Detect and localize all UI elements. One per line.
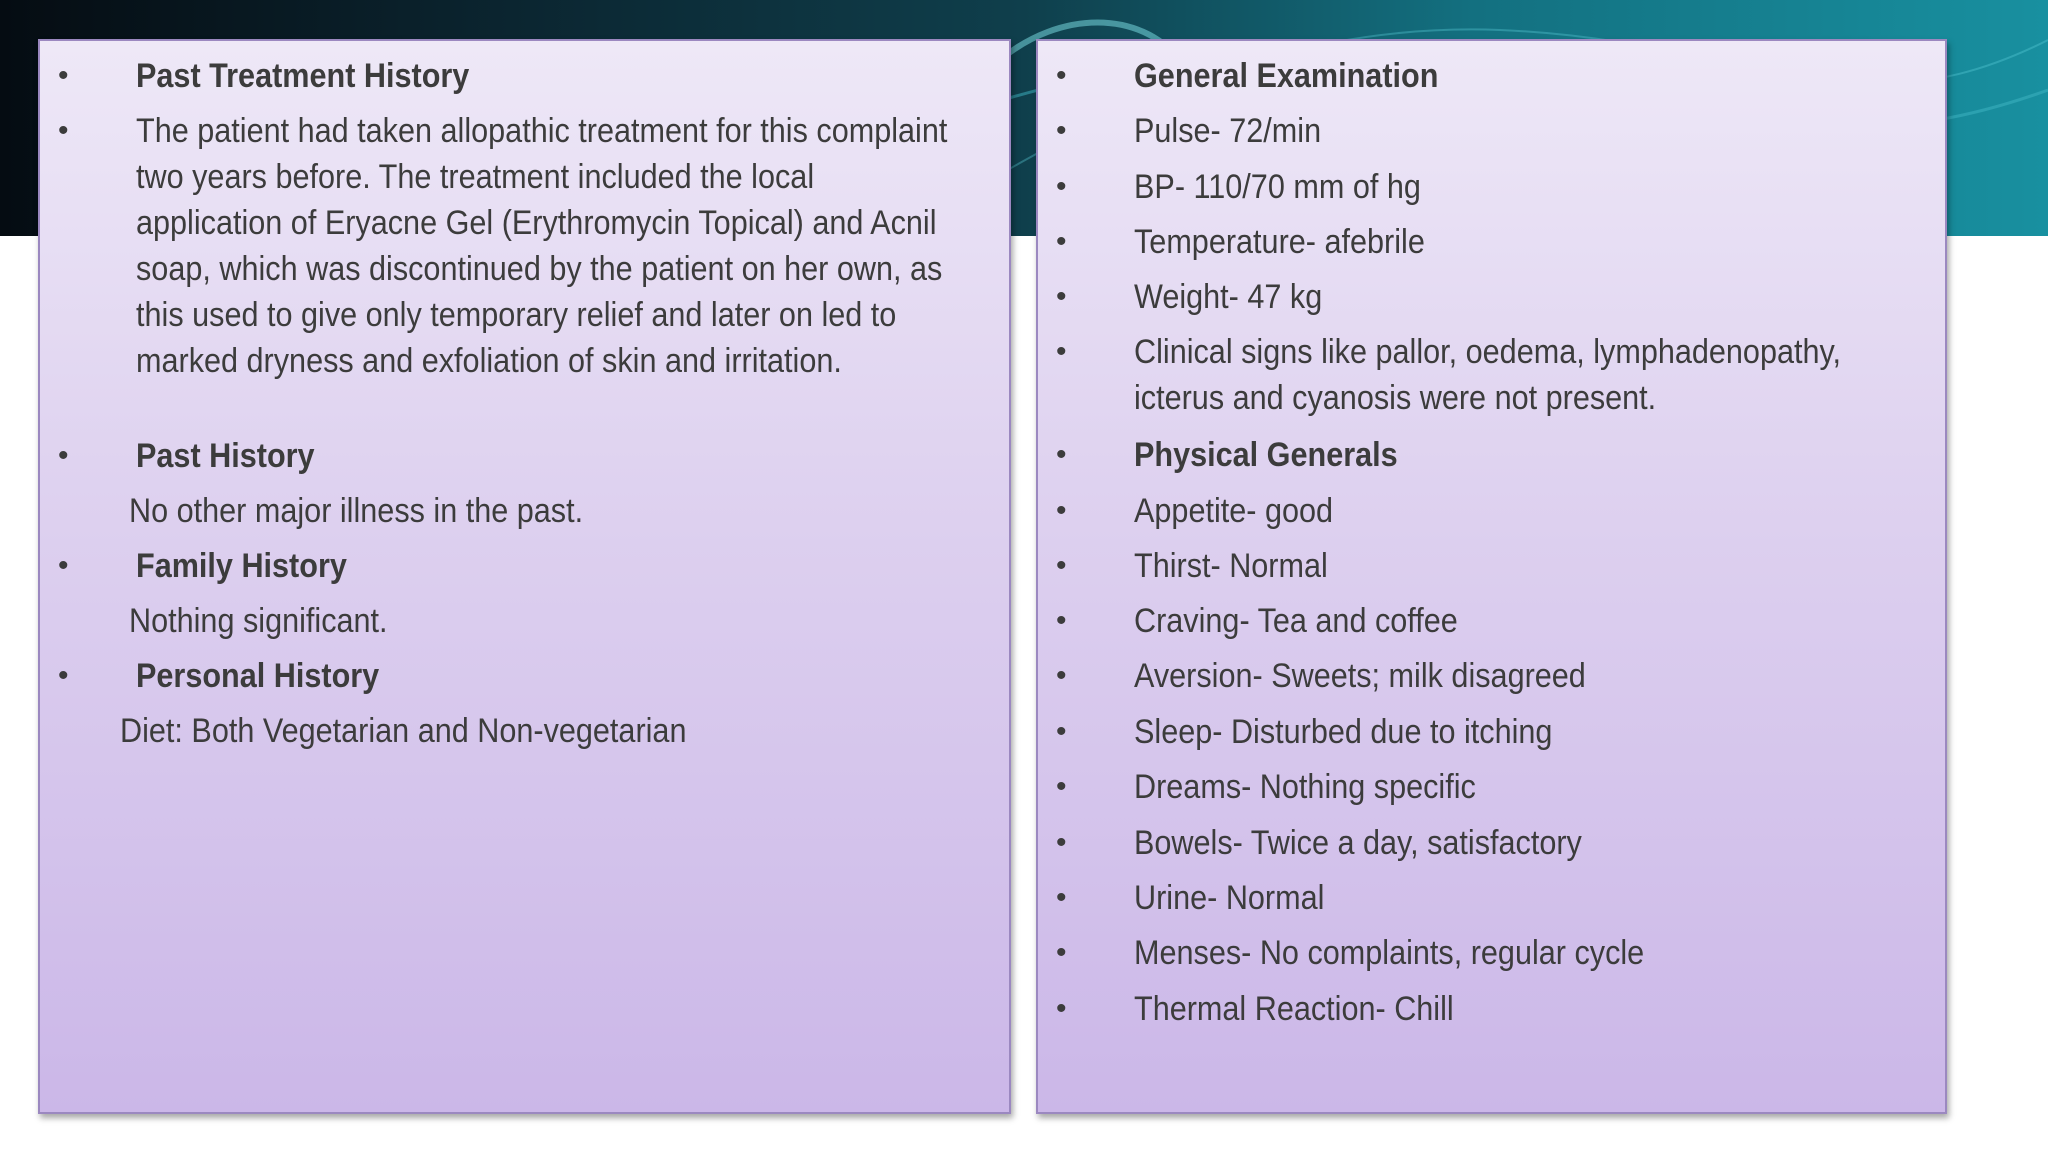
bowels-text: Bowels- Twice a day, satisfactory xyxy=(1134,824,1582,862)
right-content-panel xyxy=(1036,39,1947,1114)
left-content-panel xyxy=(38,39,1011,1114)
weight-text: Weight- 47 kg xyxy=(1134,278,1323,316)
bullet-icon: • xyxy=(1056,438,1067,471)
bullet-icon: • xyxy=(1056,604,1067,637)
personal-history-text: Diet: Both Vegetarian and Non-vegetarian xyxy=(120,712,687,750)
bullet-icon: • xyxy=(58,549,69,582)
aversion-text: Aversion- Sweets; milk disagreed xyxy=(1134,657,1586,695)
bullet-icon: • xyxy=(58,439,69,472)
temperature-text: Temperature- afebrile xyxy=(1134,223,1425,261)
physical-generals-heading: Physical Generals xyxy=(1134,436,1398,474)
personal-history-heading: Personal History xyxy=(136,657,380,695)
past-history-text: No other major illness in the past. xyxy=(129,492,584,530)
bullet-icon: • xyxy=(1056,280,1067,313)
bullet-icon: • xyxy=(1056,659,1067,692)
sleep-text: Sleep- Disturbed due to itching xyxy=(1134,713,1553,751)
thirst-text: Thirst- Normal xyxy=(1134,547,1328,585)
bullet-icon: • xyxy=(58,659,69,692)
general-examination-heading: General Examination xyxy=(1134,57,1439,95)
clinical-signs-text: Clinical signs like pallor, oedema, lymphadenopathy, icterus and cyanosis were not present. xyxy=(1134,333,1842,417)
family-history-heading: Family History xyxy=(136,547,347,585)
past-treatment-text: The patient had taken allopathic treatment for this complaint two years before. The treatment included the local application of Eryacne Gel (Erythromycin Topical) and Acnil soap, which was discontinued by the patient on her own, as this used to give only temporary relief and later on led to marked dryness and exfoliation of skin and irritation. xyxy=(136,112,948,380)
menses-text: Menses- No complaints, regular cycle xyxy=(1134,934,1645,972)
bullet-icon: • xyxy=(58,59,69,92)
bullet-icon: • xyxy=(1056,715,1067,748)
bullet-icon: • xyxy=(1056,881,1067,914)
bullet-icon: • xyxy=(1056,59,1067,92)
bullet-icon: • xyxy=(1056,936,1067,969)
bullet-icon: • xyxy=(1056,114,1067,147)
bullet-icon: • xyxy=(58,114,69,147)
urine-text: Urine- Normal xyxy=(1134,879,1325,917)
dreams-text: Dreams- Nothing specific xyxy=(1134,768,1476,806)
past-history-heading: Past History xyxy=(136,437,315,475)
bullet-icon: • xyxy=(1056,170,1067,203)
craving-text: Craving- Tea and coffee xyxy=(1134,602,1458,640)
bullet-icon: • xyxy=(1056,826,1067,859)
appetite-text: Appetite- good xyxy=(1134,492,1334,530)
thermal-reaction-text: Thermal Reaction- Chill xyxy=(1134,990,1454,1028)
bullet-icon: • xyxy=(1056,335,1067,368)
past-treatment-heading: Past Treatment History xyxy=(136,57,470,95)
bullet-icon: • xyxy=(1056,992,1067,1025)
family-history-text: Nothing significant. xyxy=(129,602,388,640)
pulse-text: Pulse- 72/min xyxy=(1134,112,1322,150)
bullet-icon: • xyxy=(1056,770,1067,803)
bullet-icon: • xyxy=(1056,549,1067,582)
bullet-icon: • xyxy=(1056,225,1067,258)
bullet-icon: • xyxy=(1056,494,1067,527)
bp-text: BP- 110/70 mm of hg xyxy=(1134,168,1421,206)
